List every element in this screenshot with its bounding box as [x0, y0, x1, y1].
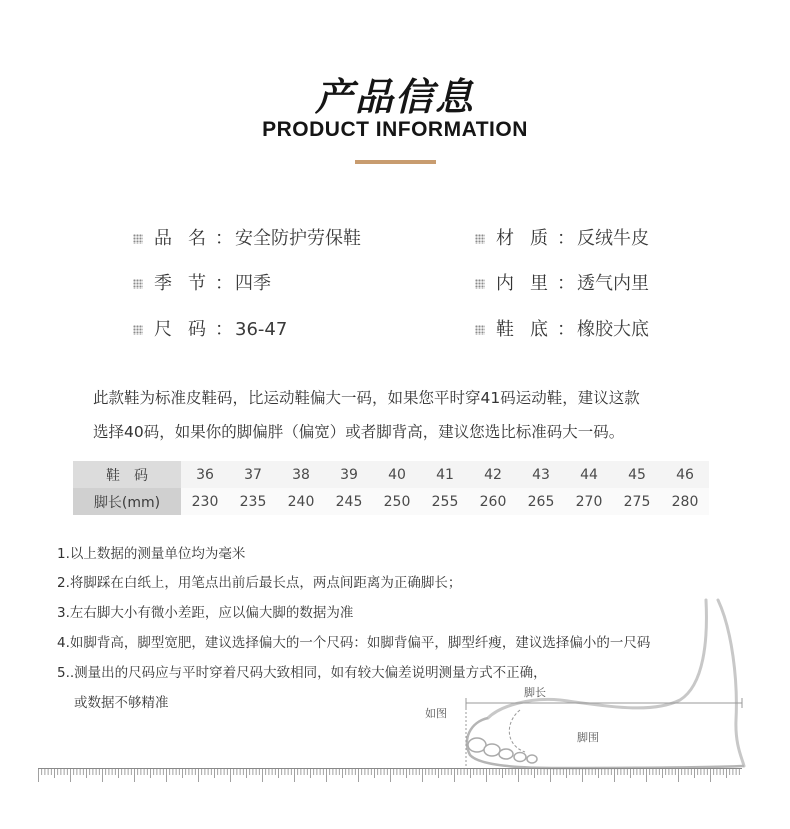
- size-cell: 41: [421, 461, 469, 488]
- length-cell: 265: [517, 488, 565, 515]
- length-cell: 240: [277, 488, 325, 515]
- spec-label: 品名: [154, 228, 206, 249]
- foot-sole: [467, 718, 744, 768]
- foot-outline: [488, 600, 744, 766]
- length-cell: 260: [469, 488, 517, 515]
- girth-curve: [509, 710, 525, 752]
- diagram-label-ref: 如图: [425, 707, 447, 720]
- toe-icon: [527, 755, 537, 763]
- note-5: 5..测量出的尺码应与平时穿着尺码大致相同，如有较大偏差说明测量方式不正确，: [57, 665, 547, 681]
- bullet-icon: [133, 279, 143, 289]
- size-cell: 46: [661, 461, 709, 488]
- size-cell: 45: [613, 461, 661, 488]
- title-cn: 产品信息: [314, 75, 475, 119]
- length-cell: 235: [229, 488, 277, 515]
- spec-value: 橡胶大底: [577, 319, 649, 340]
- toe-icon: [514, 753, 526, 762]
- spec-value: 安全防护劳保鞋: [235, 228, 361, 249]
- note-4: 4.如脚背高，脚型宽肥，建议选择偏大的一个尺码：如脚背偏平，脚型纤瘦，建议选择偏小的一尺码: [57, 635, 651, 651]
- size-row-label: 鞋 码: [73, 461, 181, 488]
- note-3: 3.左右脚大小有微小差距，应以偏大脚的数据为准: [57, 605, 354, 621]
- spec-label: 鞋底: [496, 319, 548, 340]
- description-line-2: 选择40码，如果你的脚偏胖（偏宽）或者脚背高，建议您选比标准码大一码。: [93, 423, 625, 441]
- size-cell: 42: [469, 461, 517, 488]
- size-cell: 39: [325, 461, 373, 488]
- toe-icon: [499, 749, 513, 759]
- size-table: [73, 461, 709, 515]
- spec-value: 36-47: [235, 319, 288, 340]
- spec-label: 季节: [154, 273, 206, 294]
- length-cell: 245: [325, 488, 373, 515]
- size-row: [73, 461, 709, 488]
- length-cell: 275: [613, 488, 661, 515]
- spec-label: 尺码: [154, 319, 206, 340]
- bullet-icon: [475, 279, 485, 289]
- bullet-icon: [475, 325, 485, 335]
- title-underline: [355, 160, 436, 164]
- note-6: 或数据不够精准: [74, 695, 169, 711]
- note-2: 2.将脚踩在白纸上，用笔点出前后最长点，两点间距离为正确脚长；: [57, 575, 462, 591]
- length-cell: 255: [421, 488, 469, 515]
- ruler: [38, 768, 742, 784]
- size-cell: 38: [277, 461, 325, 488]
- toe-icon: [484, 744, 500, 756]
- size-cell: 37: [229, 461, 277, 488]
- length-cell: 270: [565, 488, 613, 515]
- spec-value: 四季: [235, 273, 271, 294]
- bullet-icon: [133, 325, 143, 335]
- diagram-label-length: 脚长: [524, 686, 546, 699]
- spec-label: 内里: [496, 273, 548, 294]
- spec-label: 材质: [496, 228, 548, 249]
- description-line-1: 此款鞋为标准皮鞋码，比运动鞋偏大一码，如果您平时穿41码运动鞋，建议这款: [93, 389, 640, 407]
- length-row: [73, 488, 709, 515]
- toe-icon: [468, 738, 486, 752]
- bullet-icon: [133, 234, 143, 244]
- title-en: PRODUCT INFORMATION: [262, 118, 528, 141]
- note-1: 1.以上数据的测量单位均为毫米: [57, 546, 246, 562]
- bullet-icon: [475, 234, 485, 244]
- size-cell: 40: [373, 461, 421, 488]
- length-cell: 250: [373, 488, 421, 515]
- spec-value: 透气内里: [577, 273, 649, 294]
- diagram-label-girth: 脚围: [577, 731, 599, 744]
- size-cell: 44: [565, 461, 613, 488]
- length-cell: 230: [181, 488, 229, 515]
- length-row-label: 脚长(mm): [73, 488, 181, 515]
- size-cell: 43: [517, 461, 565, 488]
- size-cell: 36: [181, 461, 229, 488]
- spec-value: 反绒牛皮: [577, 228, 649, 249]
- length-cell: 280: [661, 488, 709, 515]
